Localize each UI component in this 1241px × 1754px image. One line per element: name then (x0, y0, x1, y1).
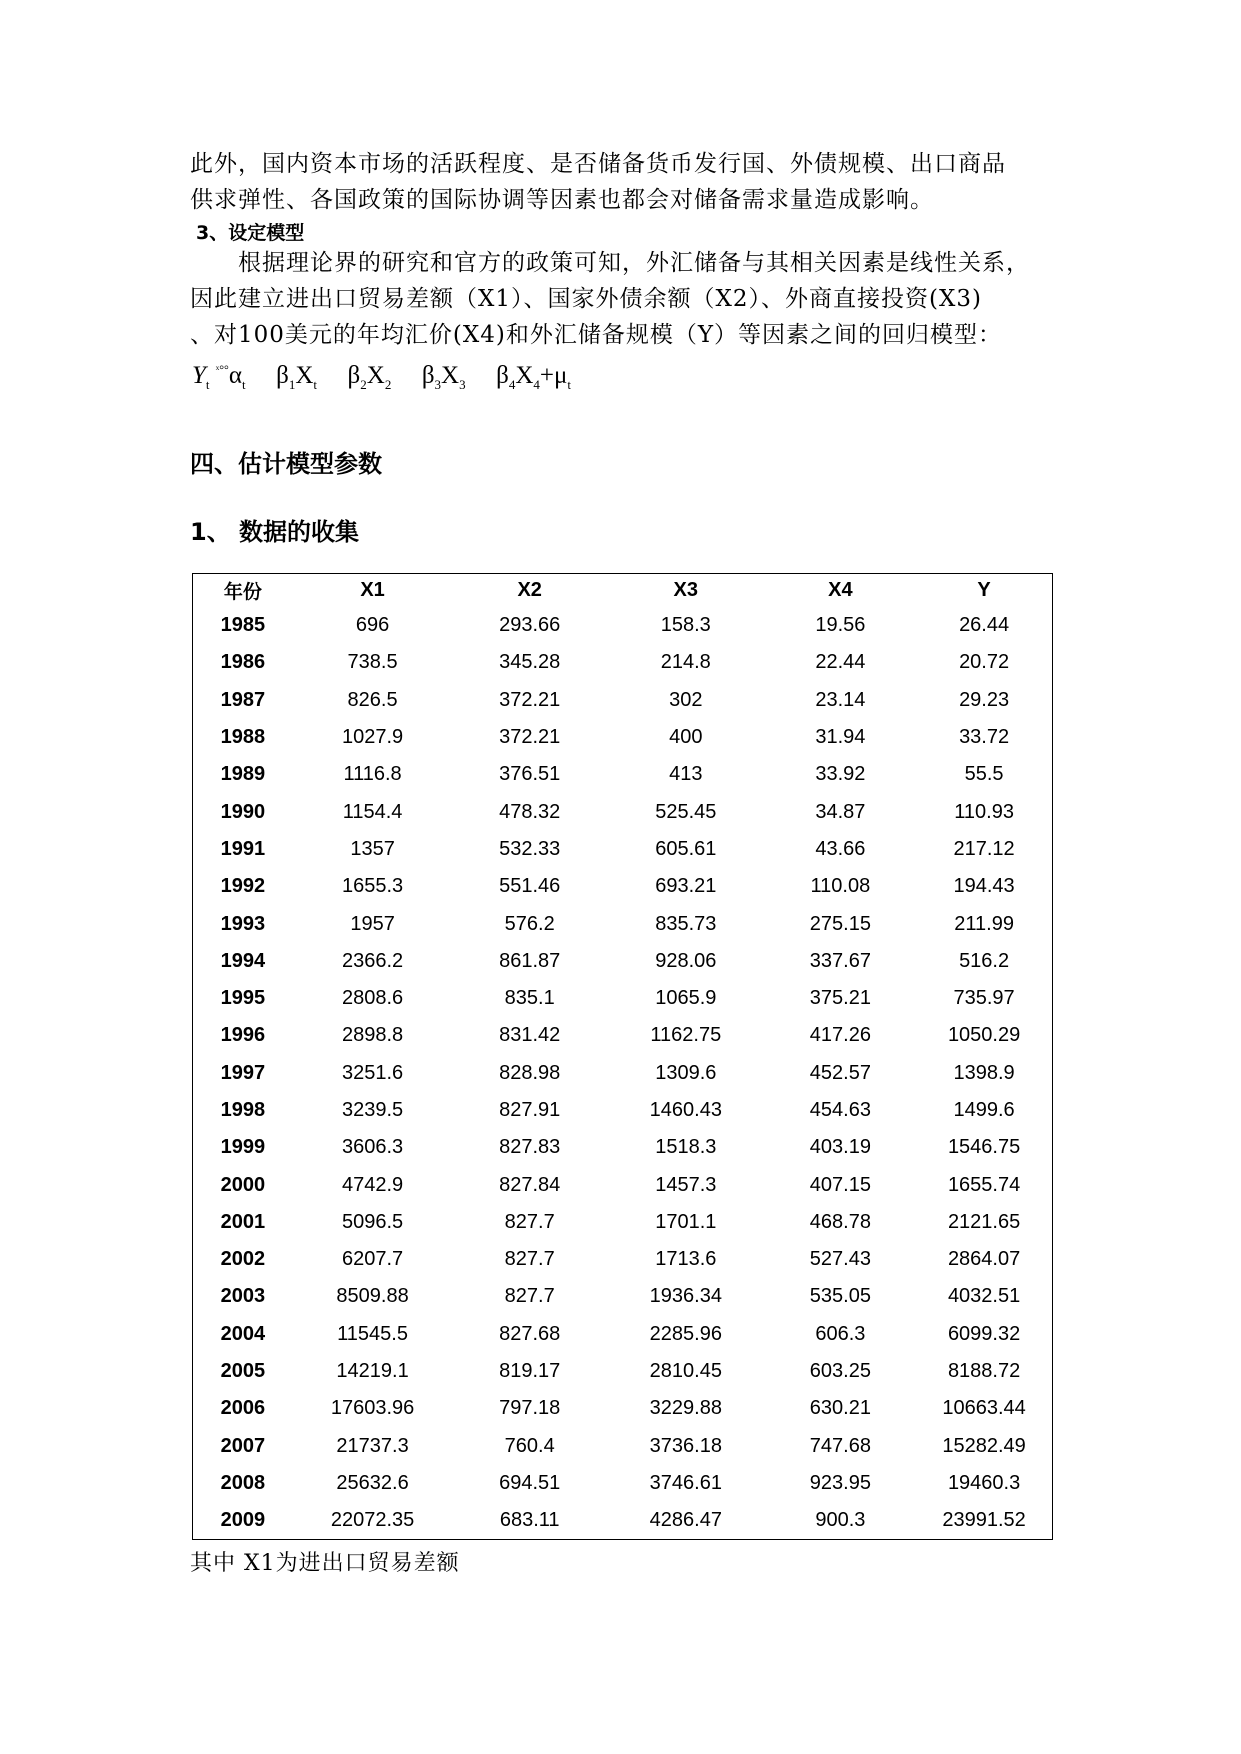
cell-year: 1989 (220, 763, 266, 786)
cell-x2: 372.21 (499, 688, 561, 711)
cell-x1: 21737.3 (336, 1434, 409, 1457)
data-table (192, 573, 1053, 1540)
cell-x2: 478.32 (499, 800, 561, 823)
regression-formula (192, 362, 571, 393)
cell-year: 2006 (220, 1397, 266, 1420)
cell-y: 2864.07 (947, 1248, 1021, 1271)
table-row (193, 1316, 1053, 1353)
cell-x3: 3746.61 (649, 1471, 722, 1494)
cell-year: 2000 (220, 1173, 266, 1196)
formula-y: Y (192, 362, 206, 389)
cell-x3: 1309.6 (655, 1061, 717, 1084)
table-row (193, 1465, 1053, 1502)
paragraph-line: 此外，国内资本市场的活跃程度、是否储备货币发行国、外债规模、出口商品 (190, 151, 1006, 177)
cell-x2: 683.11 (499, 1509, 560, 1532)
cell-x2: 293.66 (499, 614, 561, 637)
cell-year: 1993 (220, 912, 266, 935)
cell-x1: 2366.2 (341, 949, 404, 972)
cell-x2: 827.7 (504, 1248, 555, 1271)
cell-x1: 11545.5 (337, 1322, 408, 1345)
table-row (193, 1428, 1053, 1465)
cell-x4: 603.25 (809, 1360, 871, 1383)
cell-x3: 158.3 (660, 614, 711, 637)
formula-subscript: 1 (288, 377, 296, 392)
formula-beta: β (421, 362, 435, 389)
formula-subscript: t (313, 377, 318, 392)
cell-y: 15282.49 (942, 1434, 1026, 1457)
cell-x2: 827.68 (499, 1322, 561, 1345)
table-row (193, 831, 1053, 868)
cell-y: 26.44 (959, 614, 1010, 637)
formula-subscript: 4 (508, 377, 516, 392)
column-header-x4: X4 (828, 579, 853, 601)
cell-x1: 1957 (350, 912, 395, 935)
cell-x3: 1936.34 (649, 1285, 722, 1308)
cell-y: 1398.9 (953, 1061, 1015, 1084)
cell-x4: 337.67 (809, 949, 871, 972)
formula-subscript: 2 (360, 377, 367, 392)
cell-y: 6099.32 (947, 1322, 1021, 1345)
column-header-x1: X1 (360, 579, 385, 601)
cell-x3: 693.21 (655, 875, 717, 898)
cell-x2: 835.1 (504, 987, 555, 1010)
cell-x1: 4742.9 (341, 1173, 404, 1196)
formula-beta: β (496, 362, 509, 389)
cell-x3: 3229.88 (649, 1397, 722, 1420)
paragraph-line: 根据理论界的研究和官方的政策可知，外汇储备与其相关因素是线性关系， (190, 250, 1030, 276)
cell-x2: 532.33 (499, 837, 561, 860)
cell-x1: 1357 (350, 837, 395, 860)
cell-year: 1992 (220, 875, 266, 898)
cell-x4: 407.15 (809, 1173, 871, 1196)
table-row (193, 1055, 1053, 1092)
cell-y: 516.2 (959, 949, 1010, 972)
formula-plus: + (539, 362, 555, 389)
cell-x1: 826.5 (347, 688, 398, 711)
cell-x4: 43.66 (815, 837, 866, 860)
cell-y: 1655.74 (947, 1173, 1021, 1196)
cell-x4: 23.14 (815, 688, 866, 711)
formula-x: X (295, 362, 314, 389)
cell-year: 2002 (220, 1248, 266, 1271)
subsection-heading-data: 1、 数据的收集 (190, 518, 360, 546)
table-row (193, 1353, 1053, 1390)
cell-x4: 417.26 (809, 1024, 871, 1047)
cell-x2: 694.51 (499, 1471, 561, 1494)
cell-y: 194.43 (953, 875, 1015, 898)
cell-x4: 747.68 (809, 1434, 871, 1457)
cell-x1: 3606.3 (341, 1136, 404, 1159)
cell-year: 1995 (220, 987, 266, 1010)
cell-x1: 1027.9 (341, 726, 404, 749)
cell-x1: 3251.6 (341, 1061, 404, 1084)
cell-x2: 827.7 (504, 1285, 555, 1308)
cell-year: 1987 (220, 688, 266, 711)
cell-year: 1990 (220, 800, 266, 823)
formula-subscript: 3 (434, 377, 442, 392)
table-header-row (193, 574, 1053, 608)
table-row (193, 1390, 1053, 1427)
column-header-y: Y (977, 579, 991, 601)
formula-beta: β (347, 362, 361, 389)
cell-x3: 1701.1 (655, 1210, 717, 1233)
cell-x2: 827.7 (504, 1210, 555, 1233)
formula-equals-mark: ˣ°° (215, 362, 229, 377)
cell-x4: 110.08 (810, 875, 871, 898)
cell-x3: 302 (669, 688, 703, 711)
cell-x4: 34.87 (815, 800, 866, 823)
formula-beta: β (276, 362, 289, 389)
table-row (193, 1017, 1053, 1054)
cell-x3: 1065.9 (655, 987, 717, 1010)
cell-x3: 4286.47 (649, 1509, 722, 1532)
cell-x1: 696 (355, 614, 390, 637)
column-header-x3: X3 (673, 579, 699, 601)
cell-x4: 454.63 (809, 1099, 871, 1121)
cell-x3: 605.61 (655, 837, 717, 860)
cell-x3: 928.06 (655, 949, 717, 972)
cell-x1: 738.5 (347, 651, 398, 674)
table-row (193, 793, 1053, 830)
cell-x4: 22.44 (815, 651, 866, 674)
cell-x2: 376.51 (499, 763, 561, 786)
paragraph-factors (190, 146, 1050, 218)
paragraph-line: 因此建立进出口贸易差额（X1）、国家外债余额（X2）、外商直接投资(X3) (190, 286, 982, 312)
cell-x3: 525.45 (655, 800, 717, 823)
cell-year: 1986 (220, 651, 266, 674)
cell-y: 211.99 (954, 912, 1014, 935)
table-body (193, 607, 1053, 1540)
section-heading-estimate: 四、估计模型参数 (190, 450, 382, 478)
paragraph-model-description (190, 245, 1050, 353)
cell-x2: 819.17 (499, 1360, 561, 1383)
cell-x3: 1457.3 (655, 1173, 717, 1196)
cell-y: 110.93 (954, 800, 1014, 823)
formula-subscript: t (205, 377, 210, 392)
cell-year: 1999 (220, 1136, 266, 1159)
cell-x4: 900.3 (815, 1509, 866, 1532)
formula-subscript: t (241, 377, 246, 392)
cell-x1: 3239.5 (341, 1099, 404, 1121)
cell-x4: 452.57 (809, 1061, 871, 1084)
cell-x3: 400 (669, 726, 703, 749)
cell-year: 1998 (220, 1099, 266, 1121)
cell-year: 2003 (220, 1285, 266, 1308)
cell-y: 29.23 (959, 688, 1010, 711)
cell-year: 1994 (220, 949, 266, 972)
cell-x1: 1655.3 (341, 875, 404, 898)
table-row (193, 1278, 1053, 1315)
cell-y: 20.72 (959, 651, 1010, 674)
paragraph-line: 、对100美元的年均汇价(X4)和外汇储备规模（Y）等因素之间的回归模型： (190, 322, 1003, 348)
cell-year: 1988 (220, 726, 266, 749)
formula-mu: μ (554, 362, 568, 389)
cell-y: 1499.6 (953, 1099, 1015, 1121)
cell-x1: 14219.1 (336, 1360, 409, 1383)
section-heading-model: 3、设定模型 (196, 222, 305, 244)
cell-year: 2004 (220, 1322, 266, 1345)
cell-x2: 797.18 (499, 1397, 561, 1420)
cell-x3: 1713.6 (655, 1248, 717, 1271)
table-row (193, 905, 1053, 942)
cell-x4: 527.43 (809, 1248, 871, 1271)
table-row (193, 1092, 1053, 1129)
table-row (193, 1166, 1053, 1203)
cell-x2: 372.21 (499, 726, 561, 749)
cell-x2: 827.83 (499, 1136, 561, 1159)
cell-y: 10663.44 (942, 1397, 1026, 1420)
cell-year: 2005 (220, 1360, 266, 1383)
cell-x1: 17603.96 (330, 1397, 415, 1420)
cell-x3: 1162.75 (650, 1024, 722, 1047)
cell-x3: 1460.43 (649, 1099, 722, 1121)
cell-x2: 827.91 (499, 1099, 561, 1121)
cell-x2: 828.98 (499, 1061, 561, 1084)
column-header-year: 年份 (223, 581, 262, 603)
cell-y: 1050.29 (947, 1024, 1021, 1047)
formula-subscript: t (567, 377, 572, 392)
cell-x3: 1518.3 (655, 1136, 717, 1159)
cell-y: 19460.3 (947, 1471, 1021, 1494)
cell-year: 1996 (220, 1024, 266, 1047)
cell-x4: 606.3 (815, 1322, 866, 1345)
table-row (193, 943, 1053, 980)
table-note: 其中 X1为进出口贸易差额 (190, 1551, 460, 1576)
cell-x1: 6207.7 (341, 1248, 404, 1271)
formula-alpha: α (228, 362, 242, 389)
formula-x: X (366, 362, 385, 389)
formula-x: X (515, 362, 534, 389)
cell-x1: 25632.6 (336, 1471, 409, 1494)
cell-y: 55.5 (964, 763, 1004, 786)
cell-y: 8188.72 (947, 1360, 1021, 1383)
cell-x2: 760.4 (504, 1434, 555, 1457)
table-row (193, 607, 1053, 644)
cell-year: 1991 (220, 837, 266, 860)
cell-x3: 3736.18 (649, 1434, 722, 1457)
cell-x4: 275.15 (809, 912, 871, 935)
cell-x4: 31.94 (815, 726, 866, 749)
table-row (193, 1129, 1053, 1166)
cell-x4: 19.56 (815, 614, 866, 637)
cell-x2: 831.42 (499, 1024, 561, 1047)
cell-x2: 551.46 (499, 875, 561, 898)
cell-y: 217.12 (953, 837, 1015, 860)
cell-x1: 5096.5 (341, 1210, 404, 1233)
cell-year: 2008 (220, 1471, 266, 1494)
cell-x4: 33.92 (815, 763, 866, 786)
cell-x2: 345.28 (499, 651, 561, 674)
cell-x2: 827.84 (499, 1173, 561, 1196)
cell-year: 1985 (220, 614, 266, 637)
cell-x3: 835.73 (655, 912, 717, 935)
cell-x3: 214.8 (660, 651, 711, 674)
cell-year: 2007 (220, 1434, 266, 1457)
formula-subscript: 4 (533, 377, 540, 392)
formula-subscript: 2 (384, 377, 392, 392)
cell-x4: 630.21 (809, 1397, 871, 1420)
cell-x4: 923.95 (809, 1471, 871, 1494)
table-row (193, 756, 1053, 793)
table-row (193, 1241, 1053, 1278)
table-row (193, 1502, 1053, 1540)
cell-x3: 413 (669, 763, 703, 786)
table-row (193, 644, 1053, 681)
cell-x1: 2898.8 (341, 1024, 404, 1047)
cell-y: 735.97 (953, 987, 1015, 1010)
cell-x1: 2808.6 (341, 987, 404, 1010)
cell-y: 2121.65 (947, 1210, 1021, 1233)
table-row (193, 868, 1053, 905)
cell-x4: 535.05 (809, 1285, 871, 1308)
column-header-x2: X2 (517, 579, 542, 601)
cell-x3: 2285.96 (649, 1322, 722, 1345)
cell-x1: 22072.35 (330, 1509, 415, 1532)
cell-year: 2001 (220, 1210, 266, 1233)
table-row (193, 682, 1053, 719)
table-row (193, 719, 1053, 756)
cell-x1: 1154.4 (342, 800, 403, 823)
cell-x2: 861.87 (499, 949, 561, 972)
cell-x3: 2810.45 (649, 1360, 722, 1383)
cell-x4: 375.21 (809, 987, 871, 1010)
cell-year: 1997 (220, 1061, 266, 1084)
formula-subscript: 3 (459, 377, 466, 392)
cell-y: 23991.52 (942, 1509, 1026, 1532)
cell-y: 4032.51 (947, 1285, 1021, 1308)
cell-x4: 468.78 (809, 1210, 871, 1233)
formula-x: X (441, 362, 460, 389)
paragraph-line: 供求弹性、各国政策的国际协调等因素也都会对储备需求量造成影响。 (190, 187, 934, 213)
cell-x1: 8509.88 (336, 1285, 409, 1308)
cell-x2: 576.2 (504, 912, 555, 935)
table-row (193, 980, 1053, 1017)
cell-year: 2009 (220, 1509, 266, 1532)
cell-x1: 1116.8 (343, 763, 402, 786)
cell-y: 1546.75 (947, 1136, 1021, 1159)
table-row (193, 1204, 1053, 1241)
cell-x4: 403.19 (809, 1136, 871, 1159)
cell-y: 33.72 (959, 726, 1010, 749)
